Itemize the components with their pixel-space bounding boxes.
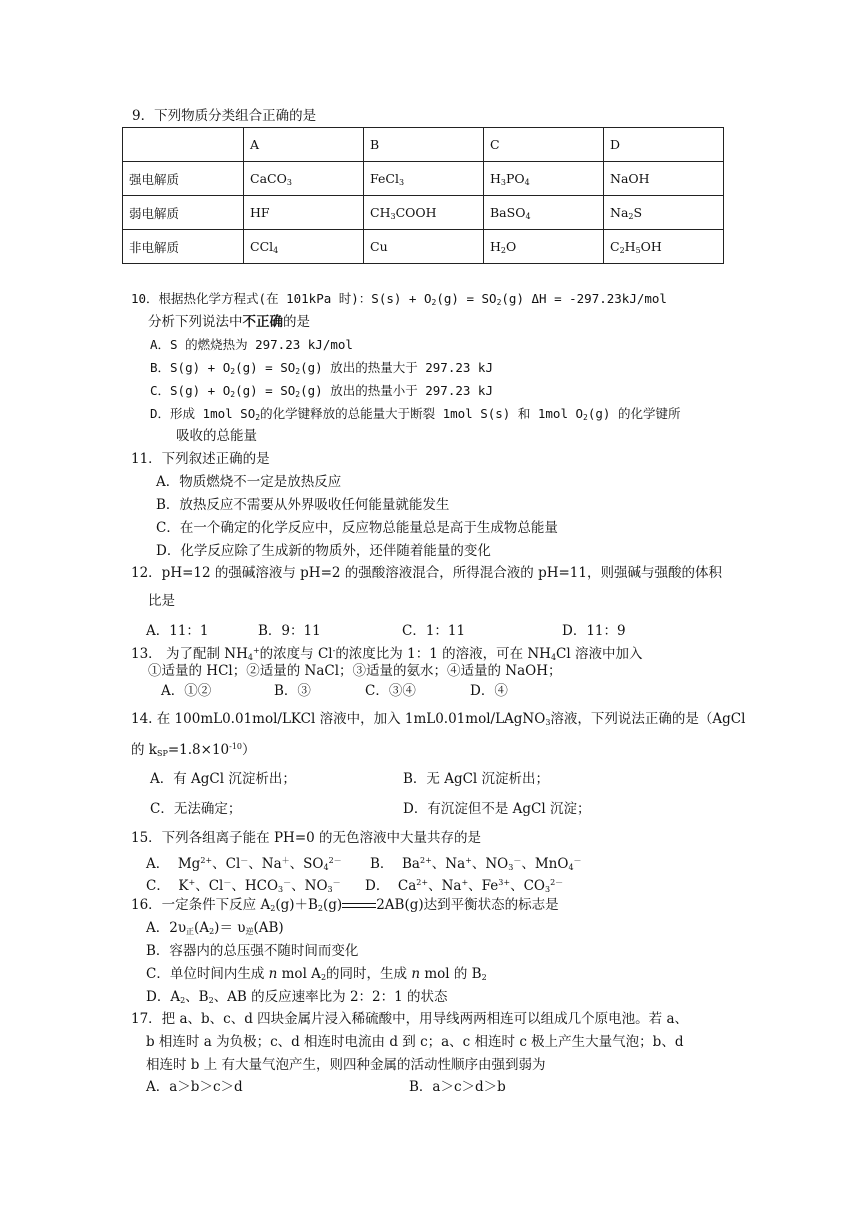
q16-option-b: B．容器内的总压强不随时间而变化 <box>146 943 359 959</box>
q17-line1: 17．把 a、b、c、d 四块金属片浸入稀硫酸中，用导线两两相连可以组成几个原电池。若 a、 <box>131 1011 688 1027</box>
q12-option-c: C．1：11 <box>402 623 466 639</box>
q13-option-a: A．①② <box>161 683 212 699</box>
table-header-cell: A <box>244 128 364 162</box>
table-cell: $CH_3COOH$ <box>364 196 484 230</box>
table-cell: $H_3PO_4$ <box>484 162 604 196</box>
table-header-cell: B <box>364 128 484 162</box>
q13-option-b: B．③ <box>274 683 311 699</box>
table-header-cell <box>123 128 244 162</box>
q10-option-c: C．$S(g) + O_2(g) = SO_2(g)$ 放出的热量小于 297.23 kJ <box>150 383 493 399</box>
q14-option-b: B．无 AgCl 沉淀析出； <box>403 771 550 787</box>
table-row <box>123 196 724 230</box>
classification-table <box>122 127 724 264</box>
table-header-cell: C <box>484 128 604 162</box>
table-cell: $H_2O$ <box>484 230 604 264</box>
q14-line1: 14. 在 100mL0.01mol/LKCl 溶液中，加入 1mL0.01mol/LAgNO$_3$溶液，下列说法正确的是（AgCl <box>131 711 746 727</box>
table-cell: NaOH <box>604 162 724 196</box>
q15-option-a: A． $Mg^{2+}$、Cl－、Na＋、$SO_4^{2-}$ <box>146 856 342 872</box>
q10-option-b: B．$S(g) + O_2(g) = SO_2(g)$ 放出的热量大于 297.23 kJ <box>150 360 493 376</box>
q17-line2: b 相连时 a 为负极；c、d 相连时电流由 d 到 c；a、c 相连时 c 极上产生大量气泡；b、d <box>146 1034 684 1050</box>
q12-option-a: A．11：1 <box>146 623 209 639</box>
q16-option-a: A．$2\upsilon_正(A_2)= \upsilon_逆(AB)$ <box>146 920 284 936</box>
table-cell: CaCO$_3$ <box>244 162 364 196</box>
q15-title: 15．下列各组离子能在 PH=0 的无色溶液中大量共存的是 <box>131 830 482 846</box>
q12-line1: 12．pH=12 的强碱溶液与 pH=2 的强酸溶液混合，所得混合液的 pH=11，则强碱与强酸的体积 <box>131 565 722 581</box>
q11-option-d: D．化学反应除了生成新的物质外，还伴随着能量的变化 <box>156 543 491 559</box>
q12-option-d: D．11：9 <box>562 623 626 639</box>
q10-option-a: A．S 的燃烧热为 297.23 kJ/mol <box>150 337 353 352</box>
q17-line3: 相连时 b 上 有大量气泡产生，则四种金属的活动性顺序由强到弱为 <box>146 1057 546 1073</box>
q15-option-d: D． $Ca^{2+}$、Na+、$Fe^{3+}$、$CO_3^{2-}$ <box>365 878 564 894</box>
row-label: 弱电解质 <box>123 196 244 230</box>
q10-option-d-cont: 吸收的总能量 <box>176 428 257 444</box>
q16-title: 16．一定条件下反应 $A_2(g)+B_2(g)$ 2AB(g)达到平衡状态的标志是 <box>131 897 559 913</box>
table-cell: HF <box>244 196 364 230</box>
q10-stem: 10．根据热化学方程式(在 101kPa 时)：$S(s) + O_2(g) = SO_2(g) \Delta H = -297.23kJ/mol$ <box>131 291 667 307</box>
q17-option-b: B．a＞c＞d＞b <box>409 1079 506 1095</box>
table-cell: $Na_2S$ <box>604 196 724 230</box>
table-cell: BaSO$_4$ <box>484 196 604 230</box>
table-header-cell: D <box>604 128 724 162</box>
table-cell: CCl$_4$ <box>244 230 364 264</box>
q11-option-b: B．放热反应不需要从外界吸收任何能量就能发生 <box>156 497 450 513</box>
table-header-row <box>123 128 724 162</box>
table-row <box>123 162 724 196</box>
equilibrium-arrow-icon <box>342 901 376 911</box>
row-label: 非电解质 <box>123 230 244 264</box>
q10-option-d: D．形成 1mol $SO_2$的化学键释放的总能量大于断裂 1mol S(s) 和 1mol $O_2(g)$ 的化学键所 <box>150 406 681 422</box>
q16-option-d: D．$A_2$、$B_2$、AB 的反应速率比为 2：2：1 的状态 <box>146 989 448 1005</box>
table-cell: FeCl$_3$ <box>364 162 484 196</box>
q13-option-c: C．③④ <box>365 683 416 699</box>
row-label: 强电解质 <box>123 162 244 196</box>
table-cell: Cu <box>364 230 484 264</box>
q14-option-d: D．有沉淀但不是 AgCl 沉淀； <box>403 801 591 817</box>
q15-option-c: C． K+、Cl－、$HCO_3^-$、$NO_3^-$ <box>146 878 341 894</box>
q12-line2: 比是 <box>148 593 175 609</box>
q13-option-d: D．④ <box>470 683 508 699</box>
table-row <box>123 230 724 264</box>
table-cell: $C_2H_5OH$ <box>604 230 724 264</box>
q12-option-b: B．9：11 <box>258 623 321 639</box>
q14-option-c: C．无法确定； <box>150 801 242 817</box>
q10-line2: 分析下列说法中不正确的是 <box>148 314 310 330</box>
q9-title: 9．下列物质分类组合正确的是 <box>132 108 317 124</box>
q13-line1: 13． 为了配制 $NH_4^+$的浓度与 Cl-的浓度比为 1：1 的溶液，可在 $NH_4Cl$ 溶液中加入 <box>131 646 643 662</box>
q11-title: 11．下列叙述正确的是 <box>131 451 270 467</box>
q16-option-c: C．单位时间内生成 n mol $A_2$的同时，生成 n mol 的 $B_2$ <box>146 966 487 982</box>
q15-option-b: B． $Ba^{2+}$、Na+、$NO_3^-$、MnO$_4$－ <box>370 856 582 872</box>
q14-option-a: A．有 AgCl 沉淀析出； <box>150 771 296 787</box>
q14-line2: 的 $k_{SP}=1.8\times 10^{-10}$） <box>131 742 256 758</box>
q13-line2: ①适量的 HCl；②适量的 NaCl；③适量的氨水；④适量的 NaOH； <box>148 663 562 679</box>
q11-option-c: C．在一个确定的化学反应中，反应物总能量总是高于生成物总能量 <box>156 520 558 536</box>
q11-option-a: A．物质燃烧不一定是放热反应 <box>156 474 342 490</box>
q17-option-a: A．a＞b＞c＞d <box>146 1079 243 1095</box>
